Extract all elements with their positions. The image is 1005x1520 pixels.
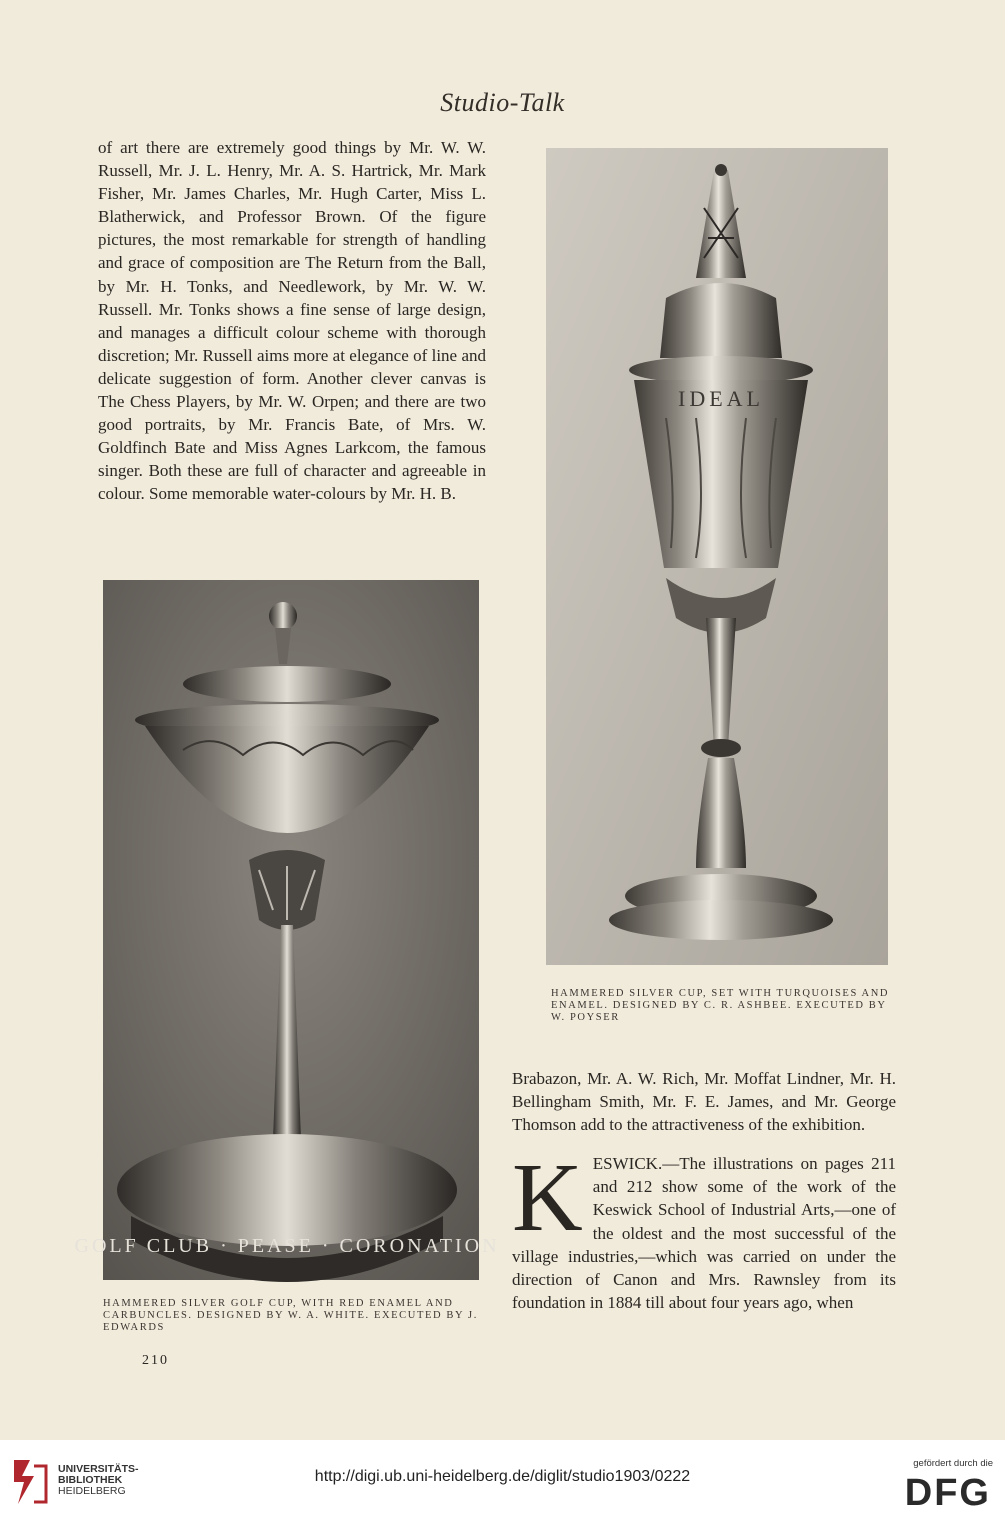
golf-cup-engraving: GOLF CLUB · PEASE · CORONATION [74,1235,500,1257]
silver-cup-illustration [546,148,888,965]
right-column-paragraph-1: Brabazon, Mr. A. W. Rich, Mr. Moffat Lindner, Mr. H. Bellingham Smith, Mr. F. E. James, and Mr. George Thomson add to the attractiveness of the exhibition. [512,1069,896,1135]
running-head: Studio-Talk [440,88,565,117]
golf-cup-illustration [74,580,500,1280]
plate-golf-cup-white [74,580,500,1280]
university-name: UNIVERSITÄTS- BIBLIOTHEK HEIDELBERG [58,1463,139,1497]
page-number: 210 [142,1353,169,1368]
caption-left-plate: HAMMERED SILVER GOLF CUP, WITH RED ENAMEL AND CARBUNCLES. DESIGNED BY W. A. WHITE. EXECUTED BY J. EDWARDS [103,1298,478,1333]
caption-right-plate: HAMMERED SILVER CUP, SET WITH TURQUOISES AND ENAMEL. DESIGNED BY C. R. ASHBEE. EXECUTED BY W. POYSER [551,988,890,1023]
plate-silver-cup-ashbee [546,148,888,965]
right-text-column [512,1067,896,1314]
source-url-link[interactable]: http://digi.ub.uni-heidelberg.de/diglit/studio1903/0222 [314,1468,691,1485]
left-column-paragraph: of art there are extremely good things by Mr. W. W. Russell, Mr. J. L. Henry, Mr. A. S. Hartrick, Mr. Mark Fisher, Mr. James Charles, Mr. Hugh Carter, Miss L. Blatherwick, and Professor Brown. Of the figure pictures, the most remarkable for strength of handling and grace of composition are The Return from the Ball, by Mr. H. Tonks, and Needlework, by Mr. W. W. Russell. Mr. Tonks shows a fine sense of large design, and manages a difficult colour scheme with thorough discretion; Mr. Russell aims more at elegance of line and delicate suggestion of form. Another clever canvas is The Chess Players, by Mr. W. Orpen; and there are two good portraits, by Mr. Francis Bate, of Mrs. W. Goldfinch Bate and Miss Agnes Larkcom, the famous singer. Both these are full of character and agreeable in colour. Some memorable water-colours by Mr. H. B. [98,138,486,504]
keswick-paragraph: ESWICK.—The illustrations on pages 211 and 212 show some of the work of the Keswick School of Industrial Arts,—one of the oldest and the most successful of the village industries,—which was carried on under the direction of Canon and Mrs. Rawnsley from its foundation in 1884 till about four years ago, when [512,1154,896,1312]
cup-engraving: IDEAL [678,386,764,411]
drop-cap: K [512,1144,583,1253]
left-text-column [98,136,486,506]
funding-note: gefördert durch die [913,1458,993,1469]
right-column-paragraph-2 [512,1144,896,1314]
dfg-logo: DFG [904,1472,991,1514]
digitization-footer [0,1440,1005,1520]
